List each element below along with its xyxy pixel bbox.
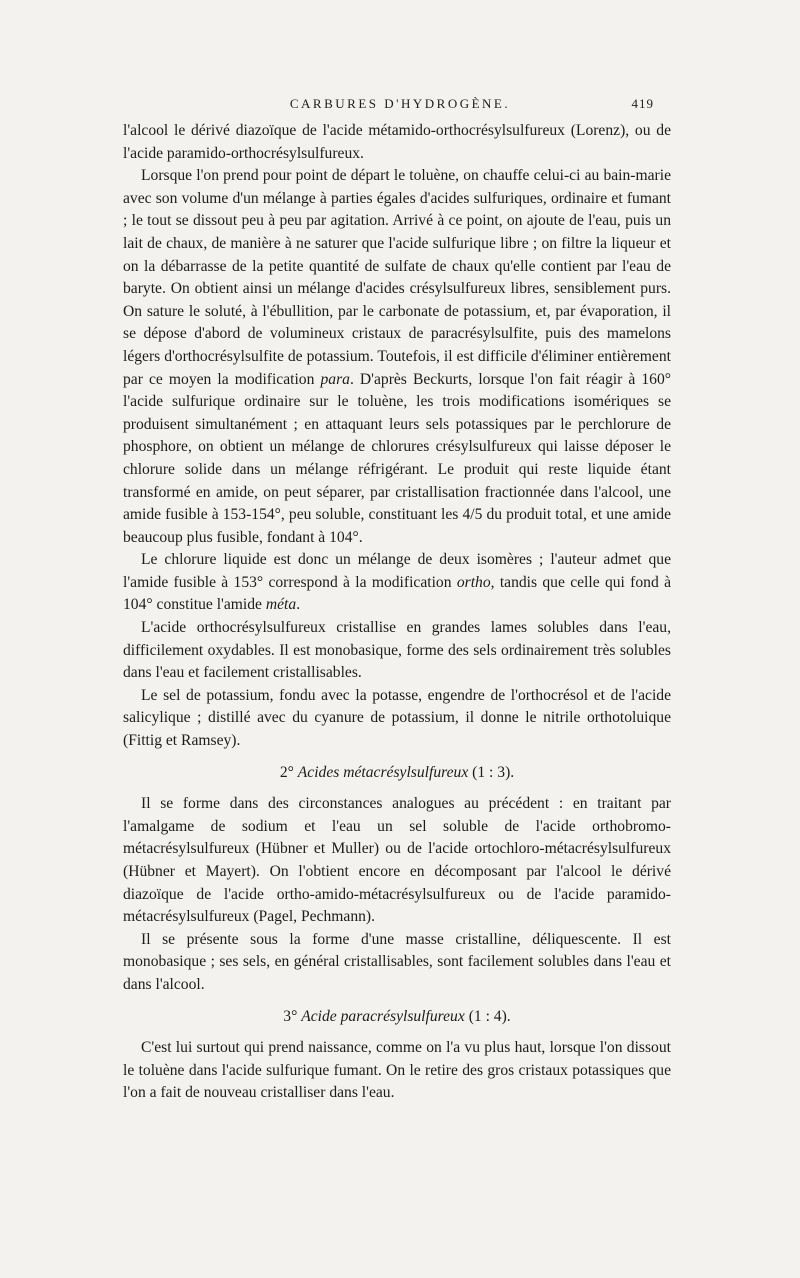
section-formula: (1 : 4). (468, 1007, 511, 1025)
section-number: 2° (279, 763, 294, 781)
text-run: L'acide orthocrésylsulfureux cristallise en grandes lames solubles dans l'eau, difficilement oxydables. Il est monobasique, forme des sels ordinairement très solubles dans l'eau et facilement cristallisables. (123, 619, 671, 682)
text-run: l'alcool le dérivé diazoïque de l'acide métamido-orthocrésylsulfureux (Lorenz), ou de l'acide paramido-orthocrésylsulfureux. (123, 122, 671, 162)
text-run: Il se présente sous la forme d'une masse cristalline, déliquescente. Il est monobasique ; ses sels, en général cristallisables, sont facilement solubles dans l'eau et dans l'alcool. (123, 930, 671, 993)
text-run: Le chlorure liquide est donc un mélange de deux isomères ; l'auteur admet que l'amide fusible à 153° correspond à la modification (123, 551, 671, 591)
section-number: 3° (283, 1007, 298, 1025)
section-title: Acides métacrésylsulfureux (297, 763, 469, 781)
paragraph-group-2 (123, 793, 671, 996)
text-run: Le sel de potassium, fondu avec la potasse, engendre de l'orthocrésol et de l'acide salicylique ; distillé avec du cyanure de potassium, il donne le nitrile orthotoluique (Fittig et Ramsey). (123, 686, 671, 750)
paragraph (123, 1037, 671, 1105)
section-title: Acide paracrésylsulfureux (301, 1007, 465, 1025)
text-run: . D'après Beckurts, lorsque l'on fait réagir à 160° l'acide sulfurique ordinaire sur le toluène, les trois modifications isomériques se produisent simultanément ; en attaquant leurs sels potassiques par le perchlorure de phosphore, on obtient un mélange de chlorures crésylsulfureux qui laisse déposer le chlorure solide dans un mélange réfrigérant. Le produit qui reste liquide étant transformé en amide, on peut séparer, par cristallisation fractionnée dans l'alcool, une amide fusible à 153-154°, peu soluble, constituant les 4/5 du produit total, et une amide beaucoup plus fusible, fondant à 104°. (123, 370, 671, 546)
section-heading-3 (123, 1006, 671, 1029)
paragraph-group-1 (123, 120, 671, 753)
body-text (123, 120, 671, 1105)
paragraph (123, 549, 671, 617)
text-run: Lorsque l'on prend pour point de départ le toluène, on chauffe celui-ci au bain-marie avec son volume d'un mélange à parties égales d'acides sulfuriques, ordinaire et fumant ; le tout se dissout peu à peu par agitation. Arrivé à ce point, on ajoute de l'eau, puis un lait de chaux, de manière à ne saturer que l'acide sulfurique libre ; on filtre la liqueur et on la débarrasse de la petite quantité de sulfate de chaux qu'elle contient par l'eau de baryte. On obtient ainsi un mélange d'acides crésylsulfureux libres, sensiblement purs. On sature le soluté, à l'ébullition, par le carbonate de potassium, et, par évaporation, il se dépose d'abord de volumineux cristaux de paracrésylsulfite, puis des mamelons légers d'orthocrésylsulfite de potassium. Toutefois, il est difficile d'éliminer entièrement par ce moyen la modification (123, 167, 671, 388)
italic-term: ortho (456, 573, 491, 591)
text-run: C'est lui surtout qui prend naissance, comme on l'a vu plus haut, lorsque l'on dissout le toluène dans l'acide sulfurique fumant. On le retire des gros cristaux potassiques que l'on a fait de nouveau cristalliser dans l'eau. (123, 1039, 671, 1102)
section-formula: (1 : 3). (472, 763, 515, 781)
paragraph (123, 165, 671, 549)
paragraph (123, 685, 671, 753)
section-heading-2 (123, 762, 671, 785)
italic-term: para (320, 370, 350, 388)
text-run: Il se forme dans des circonstances analogues au précédent : en traitant par l'amalgame de sodium et l'eau un sel soluble de l'acide orthobromo-métacrésylsulfureux (Hübner et Muller) ou de l'acide ortochloro-métacrésylsulfureux (Hübner et Mayert). On l'obtient encore en décomposant par l'alcool le dérivé diazoïque de l'acide ortho-amido-métacrésylsulfureux ou de l'acide paramido-métacrésylsulfureux (Pagel, Pechmann). (123, 795, 671, 926)
paragraph-group-3 (123, 1037, 671, 1105)
text-run: , tandis que celle qui fond à 104° constitue l'amide (123, 573, 671, 614)
italic-term: méta (265, 596, 297, 614)
paragraph (123, 929, 671, 997)
paragraph (123, 793, 671, 929)
page-number: 419 (631, 96, 654, 111)
paragraph (123, 120, 671, 165)
text-run: . (296, 596, 301, 614)
paragraph (123, 617, 671, 685)
running-title: CARBURES D'HYDROGÈNE. (289, 96, 511, 111)
